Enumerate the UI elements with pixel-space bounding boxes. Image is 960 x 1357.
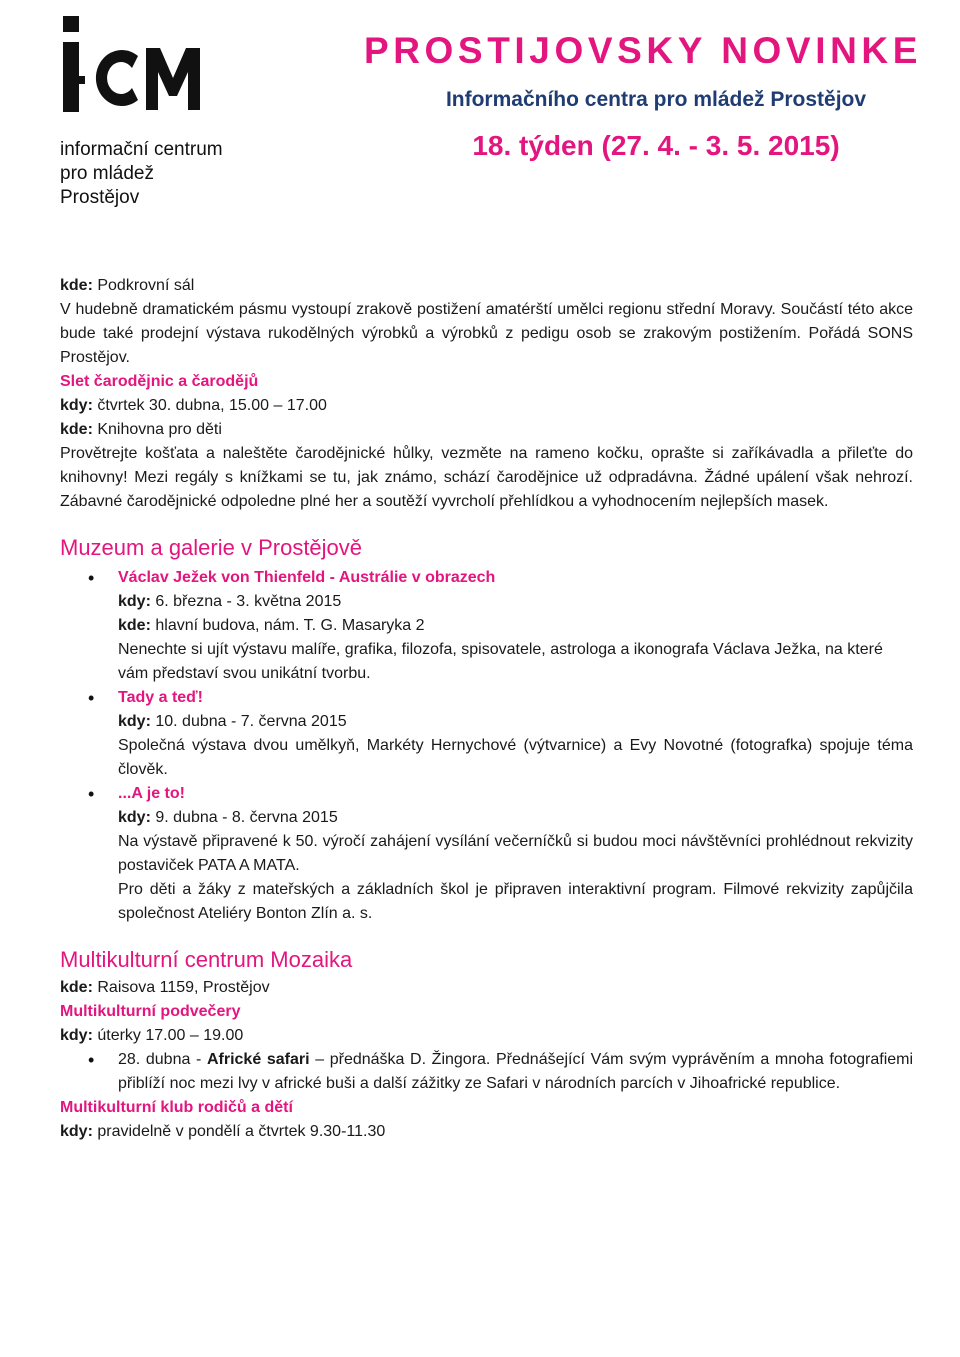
kde-value: Podkrovní sál <box>97 277 195 294</box>
kdy-label: kdy: <box>60 1027 93 1044</box>
item-kdy <box>118 590 913 614</box>
kdy-value: pravidelně v pondělí a čtvrtek 9.30-11.30 <box>97 1123 386 1140</box>
item-kde <box>118 614 913 638</box>
kde-label: kde: <box>118 617 151 634</box>
kdy-label: kdy: <box>118 809 151 826</box>
masthead <box>300 28 922 162</box>
kdy-value: 9. dubna - 8. června 2015 <box>155 809 338 826</box>
subheading-podvecery: Multikulturní podvečery <box>60 1003 241 1020</box>
list-item <box>118 566 913 686</box>
kdy-label: kdy: <box>60 397 93 414</box>
item-text: Na výstavě připravené k 50. výročí zahájení vysílání večerníčků si budou moci návštěvníci prohlédnout rekvizity postaviček PATA A MATA. <box>118 833 913 874</box>
kdy-value: 10. dubna - 7. června 2015 <box>155 713 347 730</box>
newsletter-title: PROSTIJOVSKY NOVINKE <box>363 30 922 71</box>
kde-value: hlavní budova, nám. T. G. Masaryka 2 <box>155 617 425 634</box>
mozaika-list <box>60 1048 913 1096</box>
logo-org-line: pro mládež <box>60 163 154 184</box>
logo-org-line: informační centrum <box>60 139 223 160</box>
logo-org-name <box>60 138 223 210</box>
kdy-value: 6. března - 3. května 2015 <box>155 593 342 610</box>
kde-value: Raisova 1159, Prostějov <box>97 979 270 996</box>
newsletter-subtitle: Informačního centra pro mládež Prostějov <box>445 88 867 111</box>
item-kdy <box>118 806 913 830</box>
icm-logo <box>60 16 260 208</box>
item-text: Nenechte si ujít výstavu malíře, grafika, filozofa, spisovatele, astrologa a ikonografa Václava Ježka, na které vám představí svou unikátní tvorbu. <box>118 641 883 682</box>
item-text-extra: Pro děti a žáky z mateřských a základních škol je připraven interaktivní program. Filmové rekvizity zapůjčila společnost Ateliéry Bonton Zlín a. s. <box>118 881 913 922</box>
intro-text: V hudebně dramatickém pásmu vystoupí zrakově postižení amatérští umělci regionu střední Moravy. Součástí této akce bude také prodejní výstava rukodělných výrobků a výrobků z pedigu osob se zrakovým postižením. Pořádá SONS Prostějov. <box>60 301 913 366</box>
kde-label: kde: <box>60 979 93 996</box>
intro-kde <box>60 274 913 298</box>
newsletter-week: 18. týden (27. 4. - 3. 5. 2015) <box>472 130 840 161</box>
newsletter-content <box>60 274 913 1144</box>
item-text: – přednáška D. Žingora. Přednášející Vám svým vyprávěním a mnoha fotografiemi přiblíží noc mezi lvy v africké buši a další zážitky ze Safari v národních parcích v Jihoafrické republice. <box>118 1051 914 1092</box>
mozaika-kdy2 <box>60 1120 913 1144</box>
icm-logo-mark <box>60 16 210 116</box>
list-item <box>118 686 913 782</box>
kdy-value: čtvrtek 30. dubna, 15.00 – 17.00 <box>97 397 327 414</box>
section-heading-muzeum: Muzeum a galerie v Prostějově <box>60 535 363 560</box>
item-title: • Tady a teď! <box>118 689 203 706</box>
mozaika-kde <box>60 976 913 1000</box>
kdy-label: kdy: <box>118 593 151 610</box>
kde-value: Knihovna pro děti <box>97 421 222 438</box>
item-title: • ...A je to! <box>118 785 185 802</box>
item-text: Společná výstava dvou umělkyň, Markéty Hernychové (výtvarnice) a Evy Novotné (fotografka) spojuje téma člověk. <box>118 737 913 778</box>
event-kde <box>60 418 913 442</box>
logo-org-line: Prostějov <box>60 187 140 208</box>
list-item <box>118 782 913 926</box>
list-item <box>118 1048 913 1096</box>
event-title: Slet čarodějnic a čarodějů <box>60 373 259 390</box>
mozaika-kdy <box>60 1024 913 1048</box>
item-date: 28. dubna - <box>118 1051 202 1068</box>
kdy-label: kdy: <box>118 713 151 730</box>
kdy-value: úterky 17.00 – 19.00 <box>97 1027 244 1044</box>
section-heading-mozaika: Multikulturní centrum Mozaika <box>60 947 353 972</box>
kde-label: kde: <box>60 421 93 438</box>
event-text: Provětrejte košťata a naleštěte čarodějnické hůlky, vezměte na rameno kočku, oprašte si zaříkávadla a přileťte do knihovny! Mezi regály s knížkami se tu, jak známo, schází čarodějnice už odpradávna. Žádné upálení však nehrozí. Zábavné čarodějnické odpoledne plné her a soutěží vyvrcholí přehlídkou a vyhodnocením nejlepších masek. <box>60 445 913 510</box>
subheading-klub: Multikulturní klub rodičů a dětí <box>60 1099 293 1116</box>
item-kdy <box>118 710 913 734</box>
item-title: • Václav Ježek von Thienfeld - Austrálie v obrazech <box>118 569 496 586</box>
kde-label: kde: <box>60 277 93 294</box>
item-bold: Africké safari <box>206 1051 310 1068</box>
event-kdy <box>60 394 913 418</box>
kdy-label: kdy: <box>60 1123 93 1140</box>
muzeum-list <box>60 566 913 926</box>
